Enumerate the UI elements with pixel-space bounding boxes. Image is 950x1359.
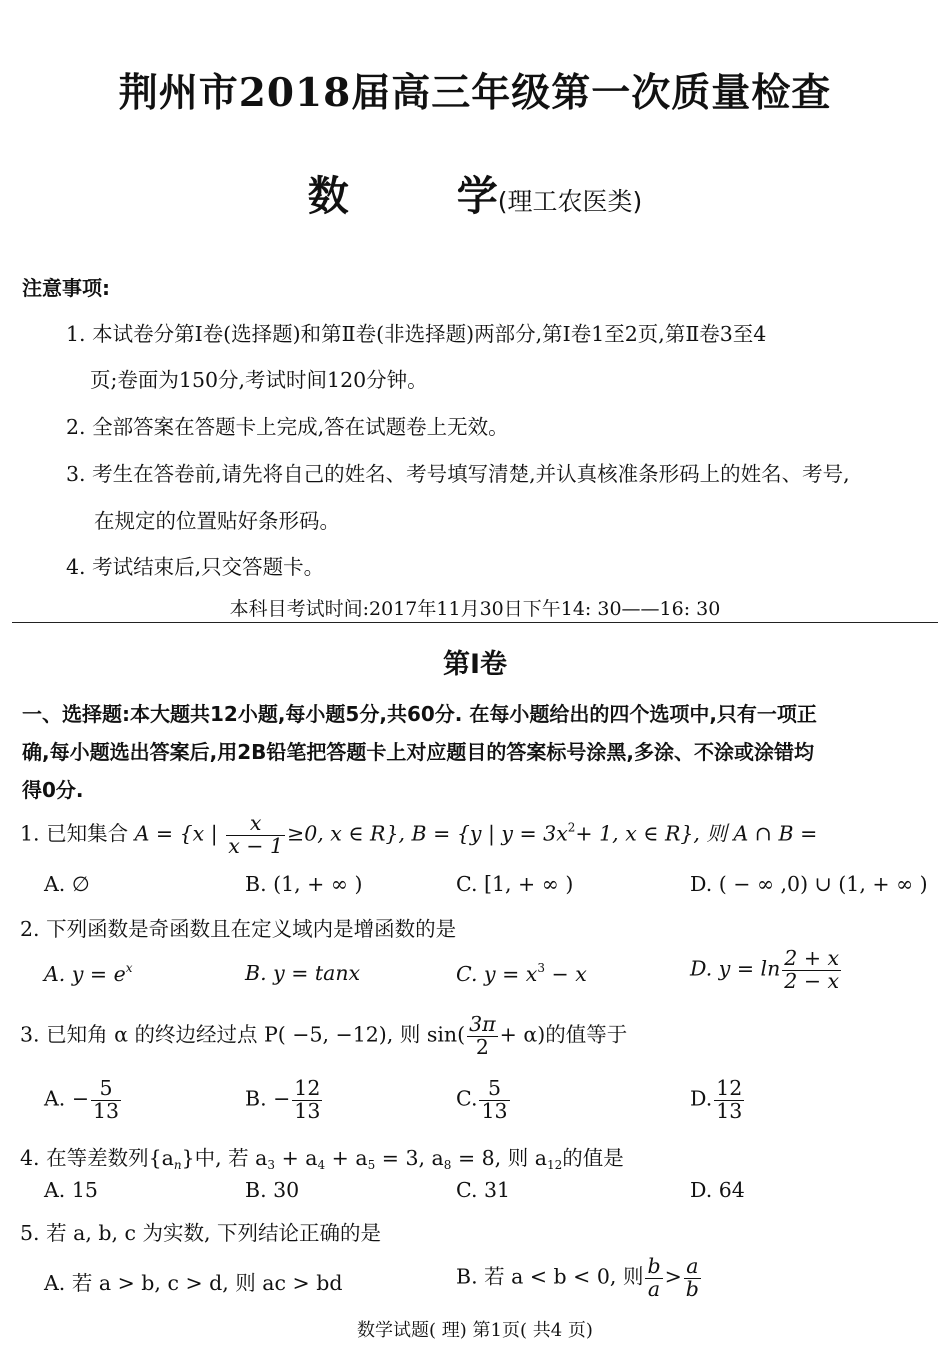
question-4-option-d: D. 64: [690, 1178, 745, 1202]
question-1-option-b: B. (1, + ∞ ): [245, 872, 363, 896]
question-2-option-a: A. $y = e^x$: [44, 961, 133, 986]
exam-time: 本科目考试时间:2017年11月30日下午14: 30——16: 30: [229, 598, 721, 620]
subject-heading: [0, 163, 950, 222]
subject-char-1: 数: [307, 172, 349, 220]
question-3-option-c: C. $\frac{5}{13}$: [456, 1076, 508, 1123]
question-1-stem: 1. 已知集合 A = {x | $\frac{x}{x - 1}$ ≥0, x ∈ R}, B = {y | $y = 3x^2+ 1$, x ∈ R}, 则 A ∩ B =: [20, 811, 818, 858]
subject-note: (理工农医类): [497, 187, 643, 216]
note-2: 2. 全部答案在答题卡上完成,答在试题卷上无效。: [66, 415, 509, 439]
part-heading: 第Ⅰ卷: [442, 649, 508, 680]
question-3-option-d: D. $\frac{12}{13}$: [690, 1076, 743, 1123]
note-4: 4. 考试结束后,只交答题卡。: [66, 555, 325, 579]
question-2-option-d: D. y = ln $\frac{2 + x}{2 - x}$: [690, 946, 840, 993]
question-4-stem: 4. 在等差数列$\{a_n\}$中, 若 $a_3 + a_4 + a_5 = 3$, $a_8 = 8$, 则 $a_{12}$的值是: [20, 1146, 624, 1172]
note-1-line-2: 页;卷面为150分,考试时间120分钟。: [90, 368, 428, 392]
question-4-option-a: A. 15: [44, 1178, 98, 1202]
subject-char-2: 学: [456, 172, 498, 220]
question-3-stem: 3. 已知角 α 的终边经过点 P( −5, −12), 则 sin( $\frac{3\pi}{2}$ + α)的值等于: [20, 1012, 628, 1059]
exam-title: 荆州市2018届高三年级第一次质量检查: [118, 70, 832, 116]
question-5-option-a: A. 若 a > b, c > d, 则 ac > bd: [44, 1271, 343, 1295]
question-1-option-d: D. ( − ∞ ,0) ∪ (1, + ∞ ): [690, 872, 928, 896]
divider: [12, 622, 938, 623]
question-2-option-b: B. y = tanx: [245, 961, 361, 985]
question-2-option-c: C. $y = x^3 - x$: [456, 961, 587, 986]
question-1-option-a: A. ∅: [44, 872, 90, 896]
note-3-line-2: 在规定的位置贴好条形码。: [94, 509, 340, 533]
question-2-stem: 2. 下列函数是奇函数且在定义域内是增函数的是: [20, 917, 457, 941]
note-3-line-1: 3. 考生在答卷前,请先将自己的姓名、考号填写清楚,并认真核准条形码上的姓名、考号,: [66, 462, 850, 486]
section-line-2: 确,每小题选出答案后,用2B铅笔把答题卡上对应题目的答案标号涂黑,多涂、不涂或涂错均: [22, 740, 814, 764]
question-5-option-b: B. 若 a < b < 0, 则 $\frac{b}{a}$ > $\frac{a}{b}$: [456, 1254, 699, 1301]
question-5-stem: 5. 若 a, b, c 为实数, 下列结论正确的是: [20, 1221, 382, 1245]
question-3-option-b: B. − $\frac{12}{13}$: [245, 1076, 321, 1123]
note-1-line-1: 1. 本试卷分第Ⅰ卷(选择题)和第Ⅱ卷(非选择题)两部分,第Ⅰ卷1至2页,第Ⅱ卷3至4: [66, 322, 767, 346]
section-line-1: 一、选择题:本大题共12小题,每小题5分,共60分. 在每小题给出的四个选项中,只有一项正: [22, 702, 817, 726]
notes-heading: 注意事项:: [22, 276, 110, 300]
question-1-option-c: C. [1, + ∞ ): [456, 872, 574, 896]
question-4-option-c: C. 31: [456, 1178, 511, 1202]
page-footer: 数学试题( 理) 第1页( 共4 页): [357, 1320, 593, 1341]
question-4-option-b: B. 30: [245, 1178, 300, 1202]
question-3-option-a: A. − $\frac{5}{13}$: [44, 1076, 120, 1123]
section-line-3: 得0分.: [22, 778, 84, 802]
